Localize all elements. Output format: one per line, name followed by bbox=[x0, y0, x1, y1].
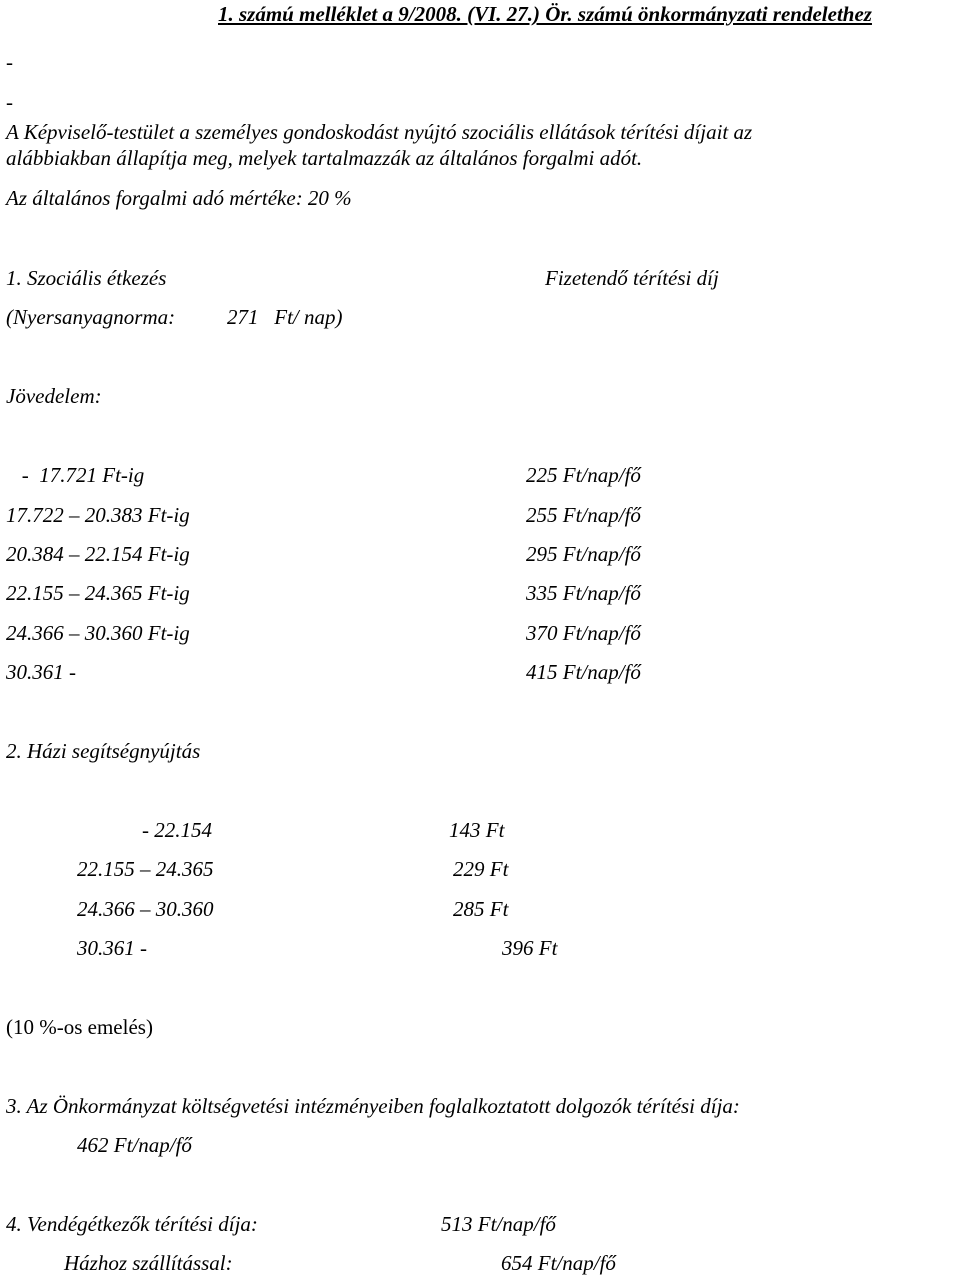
home-care-range: 30.361 - bbox=[77, 936, 147, 960]
section4-title: 4. Vendégétkezők térítési díja: bbox=[6, 1212, 258, 1236]
income-range: 20.384 – 22.154 Ft-ig bbox=[6, 542, 190, 566]
home-care-fee: 229 Ft bbox=[453, 857, 509, 881]
home-care-range: - 22.154 bbox=[142, 818, 212, 842]
meal-fee: 415 Ft/nap/fő bbox=[526, 660, 641, 684]
section1-title: 1. Szociális étkezés bbox=[6, 266, 167, 290]
meal-fee: 370 Ft/nap/fő bbox=[526, 621, 641, 645]
document-header: 1. számú melléklet a 9/2008. (VI. 27.) Ör. számú önkormányzati rendelethez bbox=[218, 2, 872, 26]
dash-line-2: - bbox=[6, 90, 13, 114]
section1-fee-heading: Fizetendő térítési díj bbox=[545, 266, 719, 290]
meal-fee: 335 Ft/nap/fő bbox=[526, 581, 641, 605]
norm-label: (Nyersanyagnorma: bbox=[6, 305, 176, 329]
income-range: 22.155 – 24.365 Ft-ig bbox=[6, 581, 190, 605]
home-care-fee: 396 Ft bbox=[502, 936, 558, 960]
meal-fee: 295 Ft/nap/fő bbox=[526, 542, 641, 566]
home-care-range: 24.366 – 30.360 bbox=[77, 897, 214, 921]
section2-title: 2. Házi segítségnyújtás bbox=[6, 739, 201, 763]
home-delivery-label: Házhoz szállítással: bbox=[64, 1251, 233, 1275]
home-care-fee: 143 Ft bbox=[449, 818, 505, 842]
intro-paragraph-line-2: alábbiakban állapítja meg, melyek tartalmazzák az általános forgalmi adót. bbox=[6, 146, 643, 170]
meal-fee: 225 Ft/nap/fő bbox=[526, 463, 641, 487]
home-delivery-fee: 654 Ft/nap/fő bbox=[501, 1251, 616, 1275]
increase-note: (10 %-os emelés) bbox=[6, 1015, 153, 1039]
intro-paragraph-line-1: A Képviselő-testület a személyes gondoskodást nyújtó szociális ellátások térítési díjait az bbox=[6, 120, 753, 144]
staff-meal-fee: 462 Ft/nap/fő bbox=[77, 1133, 192, 1157]
home-care-range: 22.155 – 24.365 bbox=[77, 857, 214, 881]
guest-meal-fee: 513 Ft/nap/fő bbox=[441, 1212, 556, 1236]
income-range: 24.366 – 30.360 Ft-ig bbox=[6, 621, 190, 645]
norm-value: 271 Ft/ nap) bbox=[227, 305, 343, 329]
income-range: 30.361 - bbox=[6, 660, 76, 684]
income-range: 17.722 – 20.383 Ft-ig bbox=[6, 503, 190, 527]
income-range: - 17.721 Ft-ig bbox=[6, 463, 145, 487]
dash-line-1: - bbox=[6, 50, 13, 74]
home-care-fee: 285 Ft bbox=[453, 897, 509, 921]
section3-title: 3. Az Önkormányzat költségvetési intézményeiben foglalkoztatott dolgozók térítési díja: bbox=[6, 1094, 740, 1118]
vat-rate-text: Az általános forgalmi adó mértéke: 20 % bbox=[6, 186, 352, 210]
income-label: Jövedelem: bbox=[6, 384, 102, 408]
meal-fee: 255 Ft/nap/fő bbox=[526, 503, 641, 527]
